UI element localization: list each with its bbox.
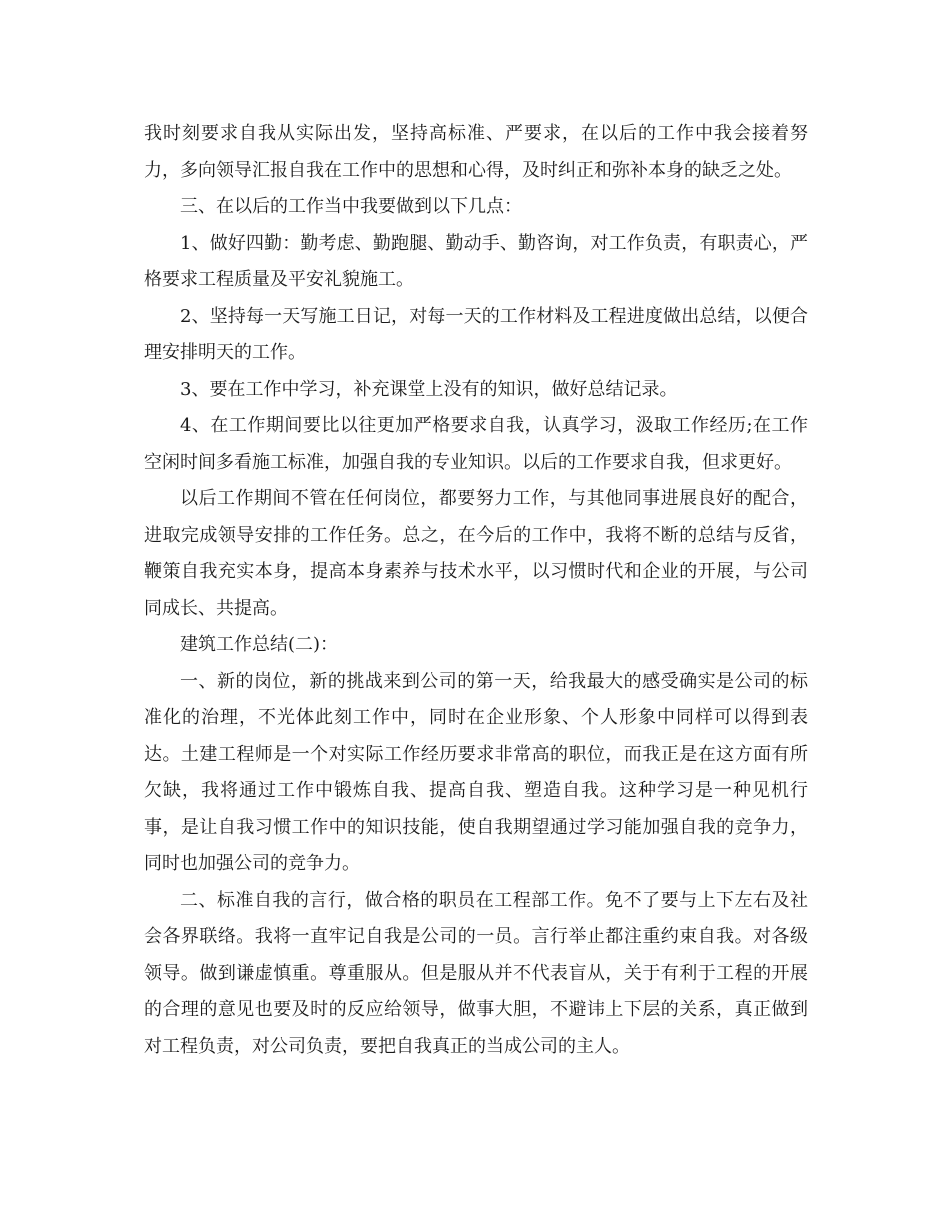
section-heading: 建筑工作总结(二)： [180, 634, 339, 655]
paragraph-3: 1、做好四勤：勤考虑、勤跑腿、勤动手、勤咨询，对工作负责，有职责心，严格要求工程质量及平安礼貌施工。 [144, 232, 808, 290]
paragraph-7: 以后工作期间不管在任何岗位，都要努力工作，与其他同事进展良好的配合，进取完成领导安排的工作任务。总之，在今后的工作中，我将不断的总结与反省，鞭策自我充实本身，提高本身素养与技术水平，以习惯时代和企业的开展，与公司同成长、共提高。 [144, 488, 808, 619]
paragraph-6: 4、在工作期间要比以往更加严格要求自我，认真学习，汲取工作经历;在工作空闲时间多看施工标准，加强自我的专业知识。以后的工作要求自我，但求更好。 [144, 415, 808, 473]
paragraph-10: 二、标准自我的言行，做合格的职员在工程部工作。免不了要与上下左右及社会各界联络。我将一直牢记自我是公司的一员。言行举止都注重约束自我。对各级领导。做到谦虚慎重。尊重服从。但是服从并不代表盲从，关于有利于工程的开展的合理的意见也要及时的反应给领导，做事大胆，不避讳上下层的关系，真正做到对工程负责，对公司负责，要把自我真正的当成公司的主人。 [144, 889, 808, 1057]
document-page [144, 116, 808, 1065]
paragraph-5: 3、要在工作中学习，补充课堂上没有的知识，做好总结记录。 [180, 378, 678, 400]
paragraph-2: 三、在以后的工作当中我要做到以下几点： [180, 196, 522, 217]
paragraph-4: 2、坚持每一天写施工日记，对每一天的工作材料及工程进度做出总结，以便合理安排明天的工作。 [144, 305, 808, 363]
paragraph-9: 一、新的岗位，新的挑战来到公司的第一天，给我最大的感受确实是公司的标准化的治理，不光体此刻工作中，同时在企业形象、个人形象中同样可以得到表达。土建工程师是一个对实际工作经历要求非常高的职位，而我正是在这方面有所欠缺，我将通过工作中锻炼自我、提高自我、塑造自我。这种学习是一种见机行事，是让自我习惯工作中的知识技能，使自我期望通过学习能加强自我的竞争力，同时也加强公司的竞争力。 [144, 670, 808, 874]
paragraph-1: 我时刻要求自我从实际出发，坚持高标准、严要求，在以后的工作中我会接着努力，多向领导汇报自我在工作中的思想和心得，及时纠正和弥补本身的缺乏之处。 [144, 123, 808, 181]
